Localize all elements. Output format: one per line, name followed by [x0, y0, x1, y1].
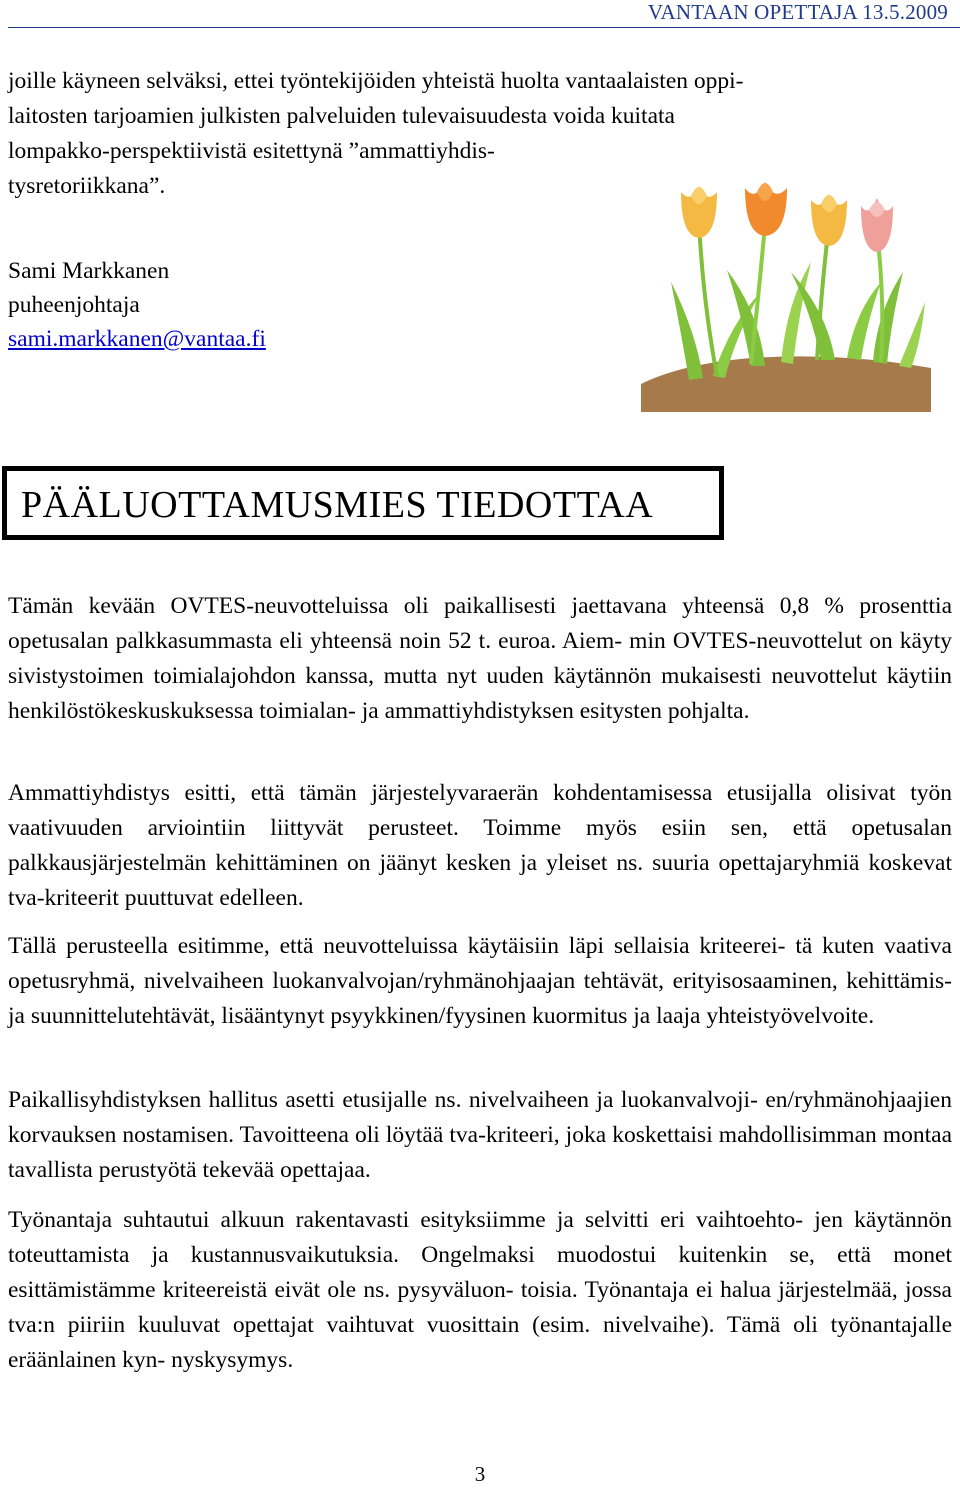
intro-line-1: joille käyneen selväksi, ettei työntekijöiden yhteistä huolta vantaalaisten oppi- — [8, 68, 744, 94]
paragraph-2: Ammattiyhdistys esitti, että tämän järjestelyvaraerän kohdentamisessa etusijalla olisivat työn vaativuuden arviointiin liittyvät perusteet. Toimme myös esiin sen, että opetusalan palkkausjärjestelmän kehittäminen on jäänyt kesken ja yleiset ns. suuria opettajaryhmiä koskevat tva-kriteerit puuttuvat edelleen. — [8, 780, 952, 911]
tulips-illustration-icon — [641, 152, 931, 412]
notice-banner — [2, 466, 724, 540]
signature-name: Sami Markkanen — [8, 258, 170, 284]
intro-line-3: lompakko-perspektiivistä esitettynä ”ammattiyhdis- — [8, 138, 495, 164]
running-header: VANTAAN OPETTAJA 13.5.2009 — [647, 0, 948, 24]
signature-email-link[interactable]: sami.markkanen@vantaa.fi — [8, 326, 266, 352]
paragraph-3: Tällä perusteella esitimme, että neuvotteluissa käytäisiin läpi sellaisia kriteerei- tä kuten vaativa opetusryhmä, nivelvaiheen luokanvalvojan/ryhmänohjaajan tehtävät, erityisosaaminen, kehittämis- ja suunnittelutehtävät, lisääntynyt psyykkinen/fyysinen kuormitus ja laaja yhteistyövelvoite. — [8, 933, 952, 1029]
banner-title: PÄÄLUOTTAMUSMIES TIEDOTTAA — [21, 484, 654, 526]
paragraph-5: Työnantaja suhtautui alkuun rakentavasti esityksiimme ja selvitti eri vaihtoehto- jen käytännön toteuttamista ja kustannusvaikutuksia. Ongelmaksi muodostui kuitenkin se, että monet esittämistämme kriteereistä eivät ole ns. pysyväluon- toisia. Työnantaja ei halua järjestelmää, jossa tva:n piiriin kuuluvat opettajat vaihtuvat vuosittain (esim. nivelvaihe). Tämä oli työnantajalle eräänlainen kyn- nyskysymys. — [8, 1207, 952, 1373]
paragraph-4: Paikallisyhdistyksen hallitus asetti etusijalle ns. nivelvaiheen ja luokanvalvoji- en/ryhmänohjaajien korvauksen nostamisen. Tavoitteena oli löytää tva-kriteeri, joka koskettaisi mahdollisimman montaa tavallista perustyötä tekevää opettajaa. — [8, 1087, 952, 1183]
intro-line-2: laitosten tarjoamien julkisten palveluiden tulevaisuudesta voida kuitata — [8, 103, 675, 129]
paragraph-1: Tämän kevään OVTES-neuvotteluissa oli paikallisesti jaettavana yhteensä 0,8 % prosenttia opetusalan palkkasummasta eli yhteensä noin 52 t. euroa. Aiem- min OVTES-neuvottelut on käyty sivistystoimen toimialajohdon kanssa, mutta nyt uuden käytännön mukaisesti neuvottelut käytiin henkilöstökeskuskuksessa toimialan- ja ammattiyhdistyksen esitysten pohjalta. — [8, 593, 952, 724]
signature-role: puheenjohtaja — [8, 292, 140, 318]
page-number: 3 — [474, 1462, 486, 1486]
intro-line-4: tysretoriikkana”. — [8, 173, 166, 199]
header-rule — [8, 27, 960, 28]
signature-email-row — [8, 322, 266, 356]
